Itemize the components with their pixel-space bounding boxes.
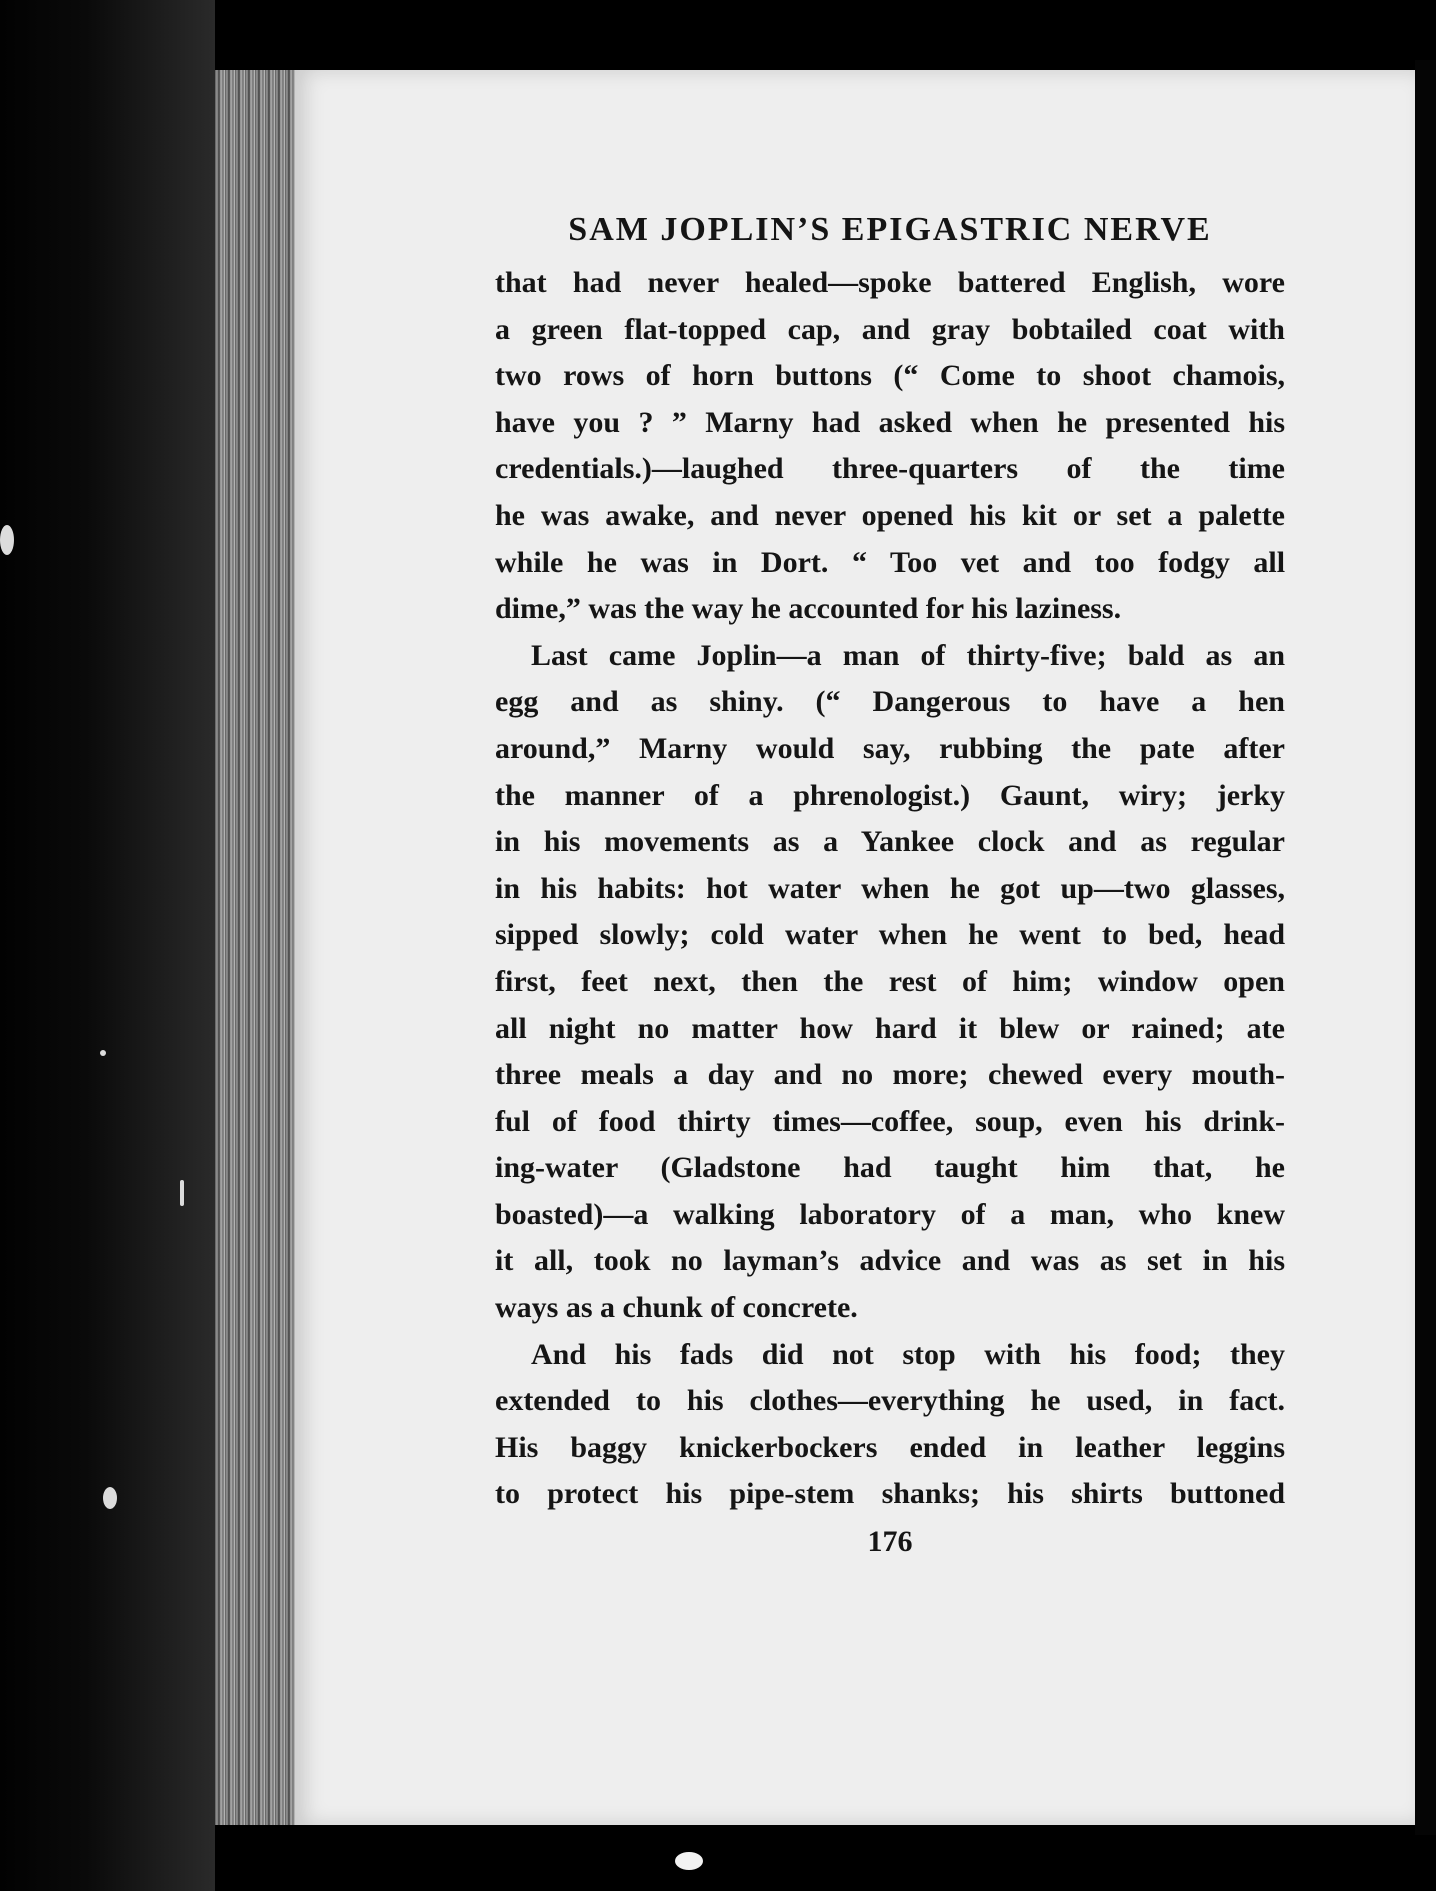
page-text-block [495,208,1285,1562]
text-line: two rows of horn buttons (“ Come to shoot chamois, [495,359,1286,393]
text-line: Last came Joplin—a man of thirty-five; bald as an [531,638,1286,672]
text-line: three meals a day and no more; chewed every mouth- [495,1058,1285,1092]
text-line: all night no matter how hard it blew or rained; ate [495,1011,1285,1045]
text-line: to protect his pipe-stem shanks; his shirts buttoned [495,1477,1286,1511]
page-edges [215,70,295,1825]
text-line: in his movements as a Yankee clock and as regular [495,825,1285,859]
text-line: credentials.)—laughed three-quarters of the time [495,452,1285,486]
text-line: ways as a chunk of concrete. [495,1291,858,1325]
scan-speck [103,1487,117,1509]
scan-speck [0,525,14,555]
text-line: it all, took no layman’s advice and was as set in his [495,1244,1285,1278]
book-binding [0,0,215,1891]
paragraph-1 [495,260,1285,633]
scan-speck [675,1852,703,1870]
text-line: he was awake, and never opened his kit or set a palette [495,498,1285,532]
text-line: ing-water (Gladstone had taught him that, he [495,1151,1285,1185]
text-line: in his habits: hot water when he got up—two glasses, [495,871,1286,905]
text-line: dime,” was the way he accounted for his laziness. [495,592,1122,626]
right-scan-border [1415,60,1436,1835]
text-line: that had never healed—spoke battered English, wore [495,266,1285,299]
running-head: SAM JOPLIN’S EPIGASTRIC NERVE [568,211,1212,248]
text-line: a green flat-topped cap, and gray bobtailed coat with [495,312,1285,346]
text-line: extended to his clothes—everything he used, in fact. [495,1384,1286,1418]
text-line: the manner of a phrenologist.) Gaunt, wiry; jerky [495,778,1286,812]
paragraph-2 [495,633,1285,1332]
text-line: And his fads did not stop with his food; they [531,1337,1285,1371]
text-line: boasted)—a walking laboratory of a man, who knew [495,1197,1285,1231]
text-line: first, feet next, then the rest of him; window open [495,964,1285,998]
text-line: while he was in Dort. “ Too vet and too fodgy all [495,545,1286,579]
text-line: around,” Marny would say, rubbing the pate after [495,731,1285,765]
page-number: 176 [867,1525,913,1559]
scan-speck [100,1050,106,1056]
text-line: sipped slowly; cold water when he went to bed, head [495,918,1285,952]
text-line: ful of food thirty times—coffee, soup, even his drink- [495,1104,1286,1138]
scan-speck [180,1180,184,1206]
text-line: have you ? ” Marny had asked when he presented his [495,405,1286,439]
paragraph-3 [495,1332,1285,1518]
text-line: His baggy knickerbockers ended in leather leggins [495,1430,1285,1464]
text-line: egg and as shiny. (“ Dangerous to have a hen [495,685,1285,719]
